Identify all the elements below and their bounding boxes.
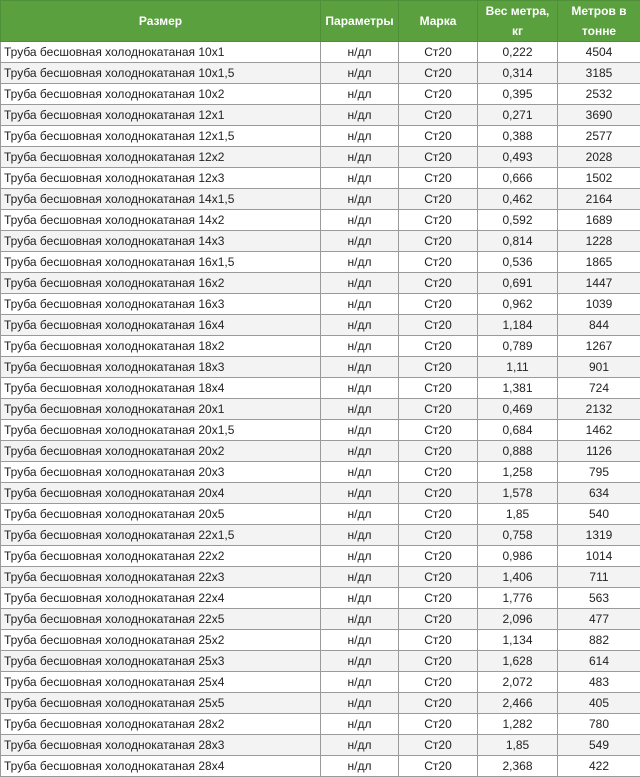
cell-size: Труба бесшовная холоднокатаная 12х2 [1,147,321,168]
cell-params: н/дл [321,588,399,609]
cell-weight: 0,493 [478,147,558,168]
table-row [1,126,640,147]
cell-weight: 0,536 [478,252,558,273]
cell-weight: 0,462 [478,189,558,210]
cell-grade: Ст20 [399,651,478,672]
cell-size: Труба бесшовная холоднокатаная 25х2 [1,630,321,651]
cell-params: н/дл [321,357,399,378]
cell-size: Труба бесшовная холоднокатаная 16х3 [1,294,321,315]
table-row [1,651,640,672]
cell-params: н/дл [321,483,399,504]
cell-grade: Ст20 [399,546,478,567]
table-row [1,693,640,714]
cell-grade: Ст20 [399,252,478,273]
table-row [1,504,640,525]
table-row [1,63,640,84]
table-row [1,84,640,105]
cell-size: Труба бесшовная холоднокатаная 10х1,5 [1,63,321,84]
cell-meters: 483 [558,672,640,693]
cell-weight: 0,271 [478,105,558,126]
cell-grade: Ст20 [399,630,478,651]
cell-weight: 0,469 [478,399,558,420]
cell-size: Труба бесшовная холоднокатаная 28х3 [1,735,321,756]
cell-grade: Ст20 [399,315,478,336]
cell-meters: 634 [558,483,640,504]
cell-size: Труба бесшовная холоднокатаная 20х2 [1,441,321,462]
cell-params: н/дл [321,42,399,63]
cell-meters: 405 [558,693,640,714]
cell-weight: 1,282 [478,714,558,735]
table-row [1,525,640,546]
table-row [1,588,640,609]
cell-params: н/дл [321,210,399,231]
cell-grade: Ст20 [399,462,478,483]
cell-meters: 1319 [558,525,640,546]
cell-meters: 724 [558,378,640,399]
cell-meters: 1447 [558,273,640,294]
cell-params: н/дл [321,546,399,567]
cell-meters: 1228 [558,231,640,252]
cell-grade: Ст20 [399,294,478,315]
cell-size: Труба бесшовная холоднокатаная 12х3 [1,168,321,189]
cell-weight: 1,258 [478,462,558,483]
cell-meters: 901 [558,357,640,378]
column-header-size[interactable]: Размер [1,1,321,42]
cell-weight: 1,381 [478,378,558,399]
cell-meters: 795 [558,462,640,483]
column-header-weight[interactable]: Вес метра, кг [478,1,558,42]
cell-weight: 2,096 [478,609,558,630]
cell-size: Труба бесшовная холоднокатаная 16х4 [1,315,321,336]
cell-weight: 1,85 [478,735,558,756]
cell-params: н/дл [321,441,399,462]
table-row [1,273,640,294]
cell-weight: 0,314 [478,63,558,84]
cell-grade: Ст20 [399,84,478,105]
cell-size: Труба бесшовная холоднокатаная 28х4 [1,756,321,777]
cell-grade: Ст20 [399,672,478,693]
cell-params: н/дл [321,168,399,189]
cell-weight: 1,11 [478,357,558,378]
cell-meters: 2532 [558,84,640,105]
table-row [1,441,640,462]
cell-grade: Ст20 [399,567,478,588]
cell-weight: 0,814 [478,231,558,252]
cell-weight: 1,406 [478,567,558,588]
table-row [1,756,640,777]
cell-weight: 0,758 [478,525,558,546]
table-row [1,168,640,189]
table-row [1,609,640,630]
cell-size: Труба бесшовная холоднокатаная 14х1,5 [1,189,321,210]
column-header-params[interactable]: Параметры [321,1,399,42]
cell-meters: 1267 [558,336,640,357]
table-row [1,462,640,483]
cell-meters: 540 [558,504,640,525]
cell-grade: Ст20 [399,378,478,399]
cell-meters: 1039 [558,294,640,315]
cell-grade: Ст20 [399,714,478,735]
cell-meters: 2028 [558,147,640,168]
column-header-meters[interactable]: Метров в тонне [558,1,640,42]
cell-params: н/дл [321,420,399,441]
cell-params: н/дл [321,126,399,147]
table-row [1,147,640,168]
table-row [1,336,640,357]
cell-meters: 780 [558,714,640,735]
cell-size: Труба бесшовная холоднокатаная 20х5 [1,504,321,525]
cell-meters: 882 [558,630,640,651]
cell-weight: 2,466 [478,693,558,714]
cell-weight: 1,578 [478,483,558,504]
cell-weight: 1,776 [478,588,558,609]
table-body [1,42,640,777]
cell-grade: Ст20 [399,525,478,546]
cell-size: Труба бесшовная холоднокатаная 25х4 [1,672,321,693]
cell-params: н/дл [321,735,399,756]
cell-size: Труба бесшовная холоднокатаная 28х2 [1,714,321,735]
cell-params: н/дл [321,252,399,273]
cell-grade: Ст20 [399,42,478,63]
cell-weight: 0,592 [478,210,558,231]
cell-meters: 4504 [558,42,640,63]
cell-meters: 2132 [558,399,640,420]
cell-grade: Ст20 [399,504,478,525]
cell-params: н/дл [321,189,399,210]
cell-weight: 1,628 [478,651,558,672]
cell-meters: 2164 [558,189,640,210]
table-row [1,294,640,315]
cell-size: Труба бесшовная холоднокатаная 25х3 [1,651,321,672]
cell-size: Труба бесшовная холоднокатаная 12х1 [1,105,321,126]
cell-weight: 0,888 [478,441,558,462]
cell-grade: Ст20 [399,693,478,714]
cell-size: Труба бесшовная холоднокатаная 22х5 [1,609,321,630]
cell-params: н/дл [321,567,399,588]
table-row [1,672,640,693]
cell-params: н/дл [321,693,399,714]
cell-weight: 0,222 [478,42,558,63]
cell-params: н/дл [321,630,399,651]
table-row [1,735,640,756]
cell-grade: Ст20 [399,399,478,420]
table-row [1,567,640,588]
cell-params: н/дл [321,63,399,84]
cell-params: н/дл [321,525,399,546]
cell-grade: Ст20 [399,756,478,777]
cell-params: н/дл [321,84,399,105]
table-row [1,399,640,420]
cell-weight: 0,395 [478,84,558,105]
cell-weight: 1,85 [478,504,558,525]
cell-grade: Ст20 [399,63,478,84]
cell-grade: Ст20 [399,483,478,504]
cell-params: н/дл [321,147,399,168]
cell-size: Труба бесшовная холоднокатаная 20х1 [1,399,321,420]
cell-grade: Ст20 [399,210,478,231]
cell-meters: 422 [558,756,640,777]
cell-params: н/дл [321,756,399,777]
cell-weight: 1,184 [478,315,558,336]
cell-params: н/дл [321,651,399,672]
table-row [1,42,640,63]
cell-meters: 614 [558,651,640,672]
table-row [1,483,640,504]
cell-params: н/дл [321,378,399,399]
cell-grade: Ст20 [399,588,478,609]
cell-grade: Ст20 [399,105,478,126]
cell-weight: 0,962 [478,294,558,315]
header-row [1,1,640,42]
table-row [1,189,640,210]
cell-params: н/дл [321,105,399,126]
cell-size: Труба бесшовная холоднокатаная 22х1,5 [1,525,321,546]
cell-size: Труба бесшовная холоднокатаная 20х4 [1,483,321,504]
cell-meters: 844 [558,315,640,336]
cell-weight: 0,684 [478,420,558,441]
cell-params: н/дл [321,294,399,315]
cell-weight: 0,691 [478,273,558,294]
cell-size: Труба бесшовная холоднокатаная 22х4 [1,588,321,609]
table-row [1,420,640,441]
cell-params: н/дл [321,399,399,420]
cell-params: н/дл [321,609,399,630]
cell-grade: Ст20 [399,336,478,357]
cell-weight: 2,072 [478,672,558,693]
cell-params: н/дл [321,504,399,525]
cell-meters: 1502 [558,168,640,189]
cell-size: Труба бесшовная холоднокатаная 20х3 [1,462,321,483]
cell-grade: Ст20 [399,168,478,189]
cell-meters: 563 [558,588,640,609]
table-row [1,630,640,651]
cell-meters: 3185 [558,63,640,84]
cell-meters: 1689 [558,210,640,231]
cell-grade: Ст20 [399,609,478,630]
cell-meters: 1126 [558,441,640,462]
cell-size: Труба бесшовная холоднокатаная 18х4 [1,378,321,399]
cell-meters: 549 [558,735,640,756]
cell-size: Труба бесшовная холоднокатаная 22х3 [1,567,321,588]
cell-size: Труба бесшовная холоднокатаная 14х3 [1,231,321,252]
table-row [1,252,640,273]
cell-size: Труба бесшовная холоднокатаная 18х3 [1,357,321,378]
cell-params: н/дл [321,672,399,693]
cell-size: Труба бесшовная холоднокатаная 22х2 [1,546,321,567]
cell-meters: 1865 [558,252,640,273]
cell-size: Труба бесшовная холоднокатаная 16х2 [1,273,321,294]
cell-params: н/дл [321,315,399,336]
cell-size: Труба бесшовная холоднокатаная 20х1,5 [1,420,321,441]
cell-meters: 711 [558,567,640,588]
cell-size: Труба бесшовная холоднокатаная 12х1,5 [1,126,321,147]
table-row [1,315,640,336]
table-row [1,210,640,231]
cell-weight: 2,368 [478,756,558,777]
cell-grade: Ст20 [399,147,478,168]
cell-grade: Ст20 [399,189,478,210]
cell-size: Труба бесшовная холоднокатаная 16х1,5 [1,252,321,273]
cell-params: н/дл [321,273,399,294]
cell-params: н/дл [321,231,399,252]
table-row [1,357,640,378]
table-row [1,378,640,399]
cell-grade: Ст20 [399,441,478,462]
cell-weight: 0,666 [478,168,558,189]
cell-params: н/дл [321,714,399,735]
cell-params: н/дл [321,462,399,483]
cell-grade: Ст20 [399,357,478,378]
cell-weight: 0,388 [478,126,558,147]
cell-meters: 1014 [558,546,640,567]
cell-grade: Ст20 [399,126,478,147]
cell-size: Труба бесшовная холоднокатаная 10х1 [1,42,321,63]
cell-weight: 1,134 [478,630,558,651]
cell-meters: 1462 [558,420,640,441]
cell-size: Труба бесшовная холоднокатаная 10х2 [1,84,321,105]
cell-weight: 0,789 [478,336,558,357]
cell-size: Труба бесшовная холоднокатаная 25х5 [1,693,321,714]
table-row [1,231,640,252]
cell-meters: 3690 [558,105,640,126]
cell-meters: 477 [558,609,640,630]
cell-params: н/дл [321,336,399,357]
table-row [1,714,640,735]
cell-grade: Ст20 [399,735,478,756]
cell-size: Труба бесшовная холоднокатаная 14х2 [1,210,321,231]
table-row [1,546,640,567]
table-header [1,1,640,42]
table-row [1,105,640,126]
cell-size: Труба бесшовная холоднокатаная 18х2 [1,336,321,357]
cell-grade: Ст20 [399,273,478,294]
cell-meters: 2577 [558,126,640,147]
cell-weight: 0,986 [478,546,558,567]
cell-grade: Ст20 [399,231,478,252]
cell-grade: Ст20 [399,420,478,441]
column-header-grade[interactable]: Марка [399,1,478,42]
